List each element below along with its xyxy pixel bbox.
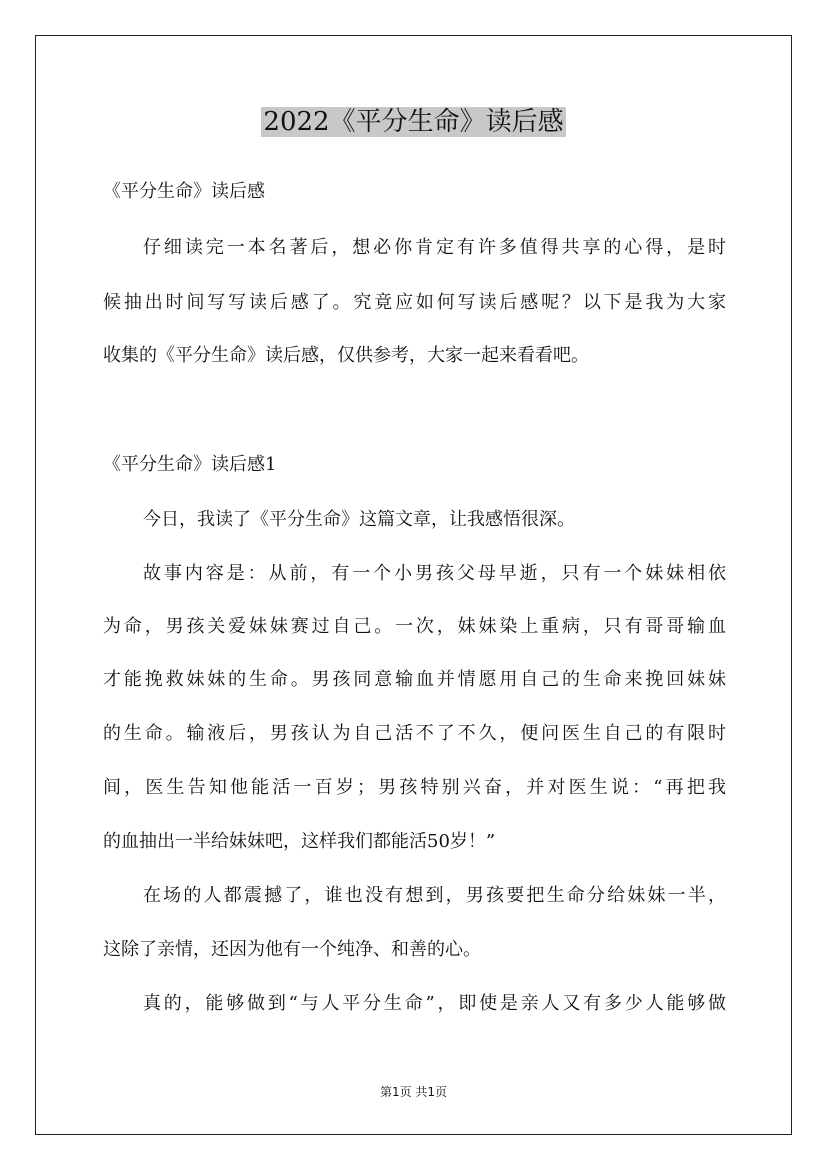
document-title [0,100,827,144]
body-line: 为命，男孩关爱妹妹赛过自己。一次，妹妹染上重病，只有哥哥输血 [103,616,726,637]
body-line: 的生命。输液后，男孩认为自己活不了不久，便问医生自己的有限时 [103,723,726,744]
body-line: 故事内容是：从前，有一个小男孩父母早逝，只有一个妹妹相依 [143,563,726,584]
page-footer: 第1页 共1页 [379,1085,448,1099]
section-heading: 《平分生命》读后感1 [103,454,277,475]
body-line: 才能挽救妹妹的生命。男孩同意输血并情愿用自己的生命来挽回妹妹 [103,669,726,690]
body-line: 间，医生告知他能活一百岁；男孩特别兴奋，并对医生说：“再把我 [103,777,726,798]
subtitle: 《平分生命》读后感 [103,181,265,202]
body-line: 在场的人都震撼了，谁也没有想到，男孩要把生命分给妹妹一半， [143,885,726,906]
intro-line: 仔细读完一本名著后，想必你肯定有许多值得共享的心得，是时 [143,237,726,258]
intro-line: 收集的《平分生命》读后感，仅供参考，大家一起来看看吧。 [103,345,589,366]
intro-line: 候抽出时间写写读后感了。究竟应如何写读后感呢？以下是我为大家 [103,292,726,313]
document-title-text: 2022《平分生命》读后感 [263,107,564,137]
body-line: 今日，我读了《平分生命》这篇文章，让我感悟很深。 [143,509,575,530]
body-line: 真的，能够做到“与人平分生命”，即使是亲人又有多少人能够做 [143,993,726,1014]
body-line: 这除了亲情，还因为他有一个纯净、和善的心。 [103,939,481,960]
body-line: 的血抽出一半给妹妹吧，这样我们都能活50岁！” [103,831,496,852]
